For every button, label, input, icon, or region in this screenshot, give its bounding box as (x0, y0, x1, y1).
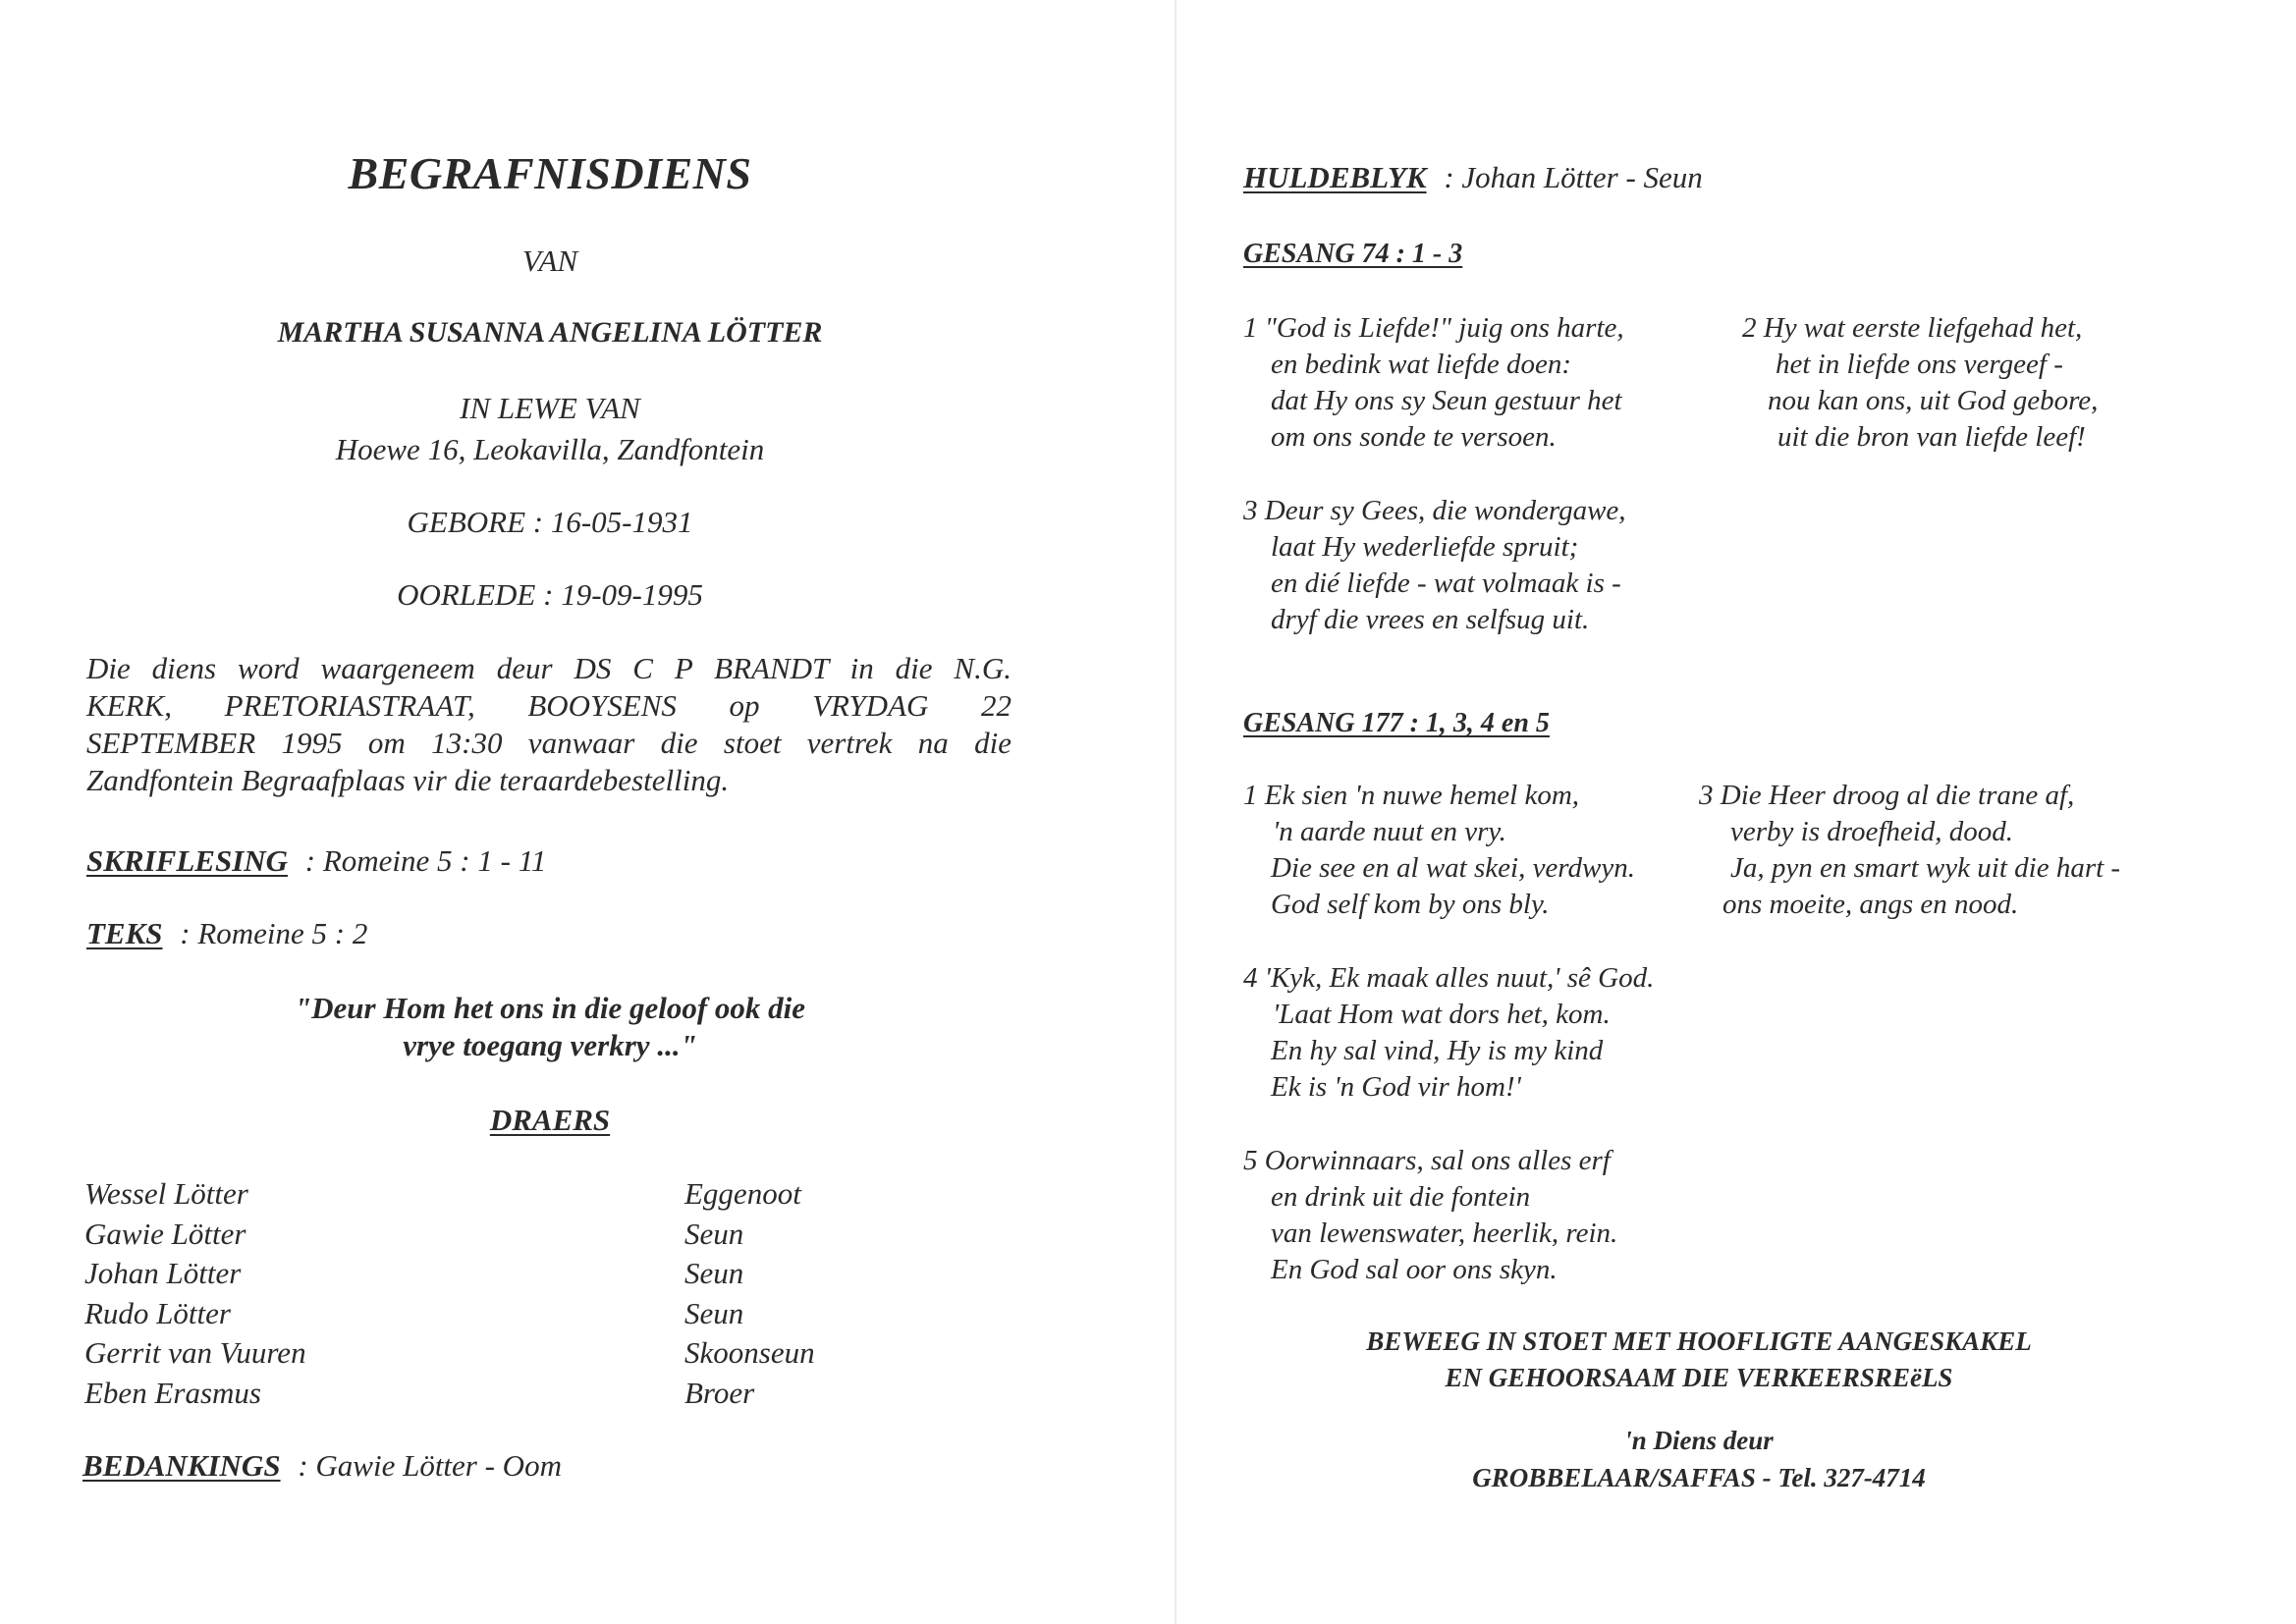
death-date: OORLEDE : 19-09-1995 (397, 577, 703, 612)
van-label: VAN (521, 244, 578, 278)
gesang177-verse-3 (1699, 778, 2120, 923)
verse-line: Die see en al wat skei, verdwyn. (1271, 852, 1635, 884)
service-line: KERK, PRETORIASTRAAT, BOOYSENS op VRYDAG 22 (86, 688, 1011, 723)
verse-line: 'n aarde nuut en vry. (1273, 816, 1506, 847)
draer-name: Johan Lötter (84, 1256, 242, 1290)
page-fold (1175, 0, 1176, 1624)
verse-line: dryf die vrees en selfsug uit. (1271, 604, 1590, 635)
verse-line: Ja, pyn en smart wyk uit die hart - (1730, 852, 2121, 884)
service-paragraph (86, 650, 1011, 799)
draers-relations (684, 1174, 815, 1413)
skriflesing-value: : Romeine 5 : 1 - 11 (304, 843, 547, 878)
service-line: Die diens word waargeneem deur DS C P BRANDT in die N.G. (86, 651, 1011, 685)
page-title: BEGRAFNISDIENS (348, 148, 752, 198)
gesang74-verse-2 (1742, 310, 2098, 456)
huldeblyk-label: HULDEBLYK (1243, 160, 1427, 194)
quote-line: vrye toegang verkry ..." (403, 1028, 697, 1062)
verse-line: ons moeite, angs en nood. (1722, 889, 2019, 920)
draer-relation: Seun (684, 1295, 744, 1330)
verse-line: en dié liefde - wat volmaak is - (1271, 568, 1621, 599)
huldeblyk-row (1243, 159, 1703, 196)
verse-line: laat Hy wederliefde spruit; (1271, 531, 1579, 563)
gesang74-heading: GESANG 74 : 1 - 3 (1243, 239, 1463, 269)
draer-name: Wessel Lötter (84, 1176, 248, 1211)
verse-line: 3 Die Heer droog al die trane af, (1699, 780, 2075, 811)
bedankings-row (82, 1447, 562, 1485)
draer-name: Gerrit van Vuuren (84, 1335, 306, 1370)
in-lewe-van: IN LEWE VAN (460, 391, 640, 425)
traffic-notice (1267, 1324, 2131, 1396)
gesang177-verse-5 (1243, 1143, 1617, 1288)
verse-line: 1 Ek sien 'n nuwe hemel kom, (1243, 780, 1580, 811)
quote-line: "Deur Hom het ons in die geloof ook die (294, 991, 806, 1025)
company-contact: GROBBELAAR/SAFFAS - Tel. 327-4714 (1472, 1463, 1926, 1492)
verse-line: 5 Oorwinnaars, sal ons alles erf (1243, 1145, 1611, 1176)
service-line: Zandfontein Begraafplaas vir die teraardebestelling. (86, 763, 730, 797)
gesang177-verse-1 (1243, 778, 1635, 923)
draer-relation: Skoonseun (684, 1335, 815, 1370)
verse-line: nou kan ons, uit God gebore, (1768, 385, 2099, 416)
verse-line: 4 'Kyk, Ek maak alles nuut,' sê God. (1243, 962, 1655, 994)
birth-date: GEBORE : 16-05-1931 (407, 505, 693, 539)
verse-line: En hy sal vind, Hy is my kind (1271, 1035, 1604, 1066)
draers-names (84, 1174, 306, 1413)
gesang177-verse-4 (1243, 960, 1654, 1106)
verse-line: 3 Deur sy Gees, die wondergawe, (1243, 495, 1626, 526)
verse-line: om ons sonde te versoen. (1271, 421, 1557, 453)
address: Hoewe 16, Leokavilla, Zandfontein (335, 432, 765, 466)
skriflesing-label: SKRIFLESING (86, 843, 289, 878)
verse-line: God self kom by ons bly. (1271, 889, 1550, 920)
verse-line: het in liefde ons vergeef - (1776, 349, 2063, 380)
verse-line: 1 "God is Liefde!" juig ons harte, (1243, 312, 1624, 344)
verse-line: en drink uit die fontein (1271, 1181, 1531, 1213)
teks-value: : Romeine 5 : 2 (180, 916, 368, 950)
huldeblyk-value: : Johan Lötter - Seun (1444, 160, 1703, 194)
verse-line: 2 Hy wat eerste liefgehad het, (1742, 312, 2083, 344)
verse-line: van lewenswater, heerlik, rein. (1271, 1218, 1618, 1249)
draer-relation: Eggenoot (684, 1176, 801, 1211)
gesang177-heading: GESANG 177 : 1, 3, 4 en 5 (1243, 708, 1550, 738)
undertaker (1365, 1422, 2033, 1496)
gesang74-verse-1 (1243, 310, 1624, 456)
draer-name: Eben Erasmus (84, 1375, 261, 1410)
draer-name: Gawie Lötter (84, 1216, 246, 1251)
gesang74-verse-3 (1243, 493, 1626, 638)
bedankings-value: : Gawie Lötter - Oom (298, 1448, 562, 1483)
skriflesing-row (86, 842, 546, 880)
service-line: SEPTEMBER 1995 om 13:30 vanwaar die stoet vertrek na die (86, 726, 1011, 760)
draer-relation: Seun (684, 1216, 744, 1251)
service-by: 'n Diens deur (1624, 1426, 1774, 1455)
notice-line: EN GEHOORSAAM DIE VERKEERSREëLS (1445, 1363, 1953, 1392)
verse-line: verby is droefheid, dood. (1730, 816, 2014, 847)
draer-relation: Broer (684, 1375, 755, 1410)
scripture-quote (157, 990, 943, 1064)
verse-line: uit die bron van liefde leef! (1777, 421, 2086, 453)
verse-line: dat Hy ons sy Seun gestuur het (1271, 385, 1622, 416)
draers-heading: DRAERS (489, 1103, 611, 1137)
bedankings-label: BEDANKINGS (82, 1448, 281, 1483)
teks-label: TEKS (86, 916, 163, 950)
verse-line: Ek is 'n God vir hom!' (1271, 1071, 1521, 1103)
notice-line: BEWEEG IN STOET MET HOOFLIGTE AANGESKAKEL (1366, 1326, 2032, 1356)
draer-name: Rudo Lötter (84, 1295, 231, 1330)
verse-line: En God sal oor ons skyn. (1271, 1254, 1558, 1285)
deceased-name: MARTHA SUSANNA ANGELINA LÖTTER (277, 316, 823, 349)
verse-line: 'Laat Hom wat dors het, kom. (1273, 999, 1611, 1030)
verse-line: en bedink wat liefde doen: (1271, 349, 1572, 380)
teks-row (86, 915, 367, 952)
draer-relation: Seun (684, 1256, 744, 1290)
